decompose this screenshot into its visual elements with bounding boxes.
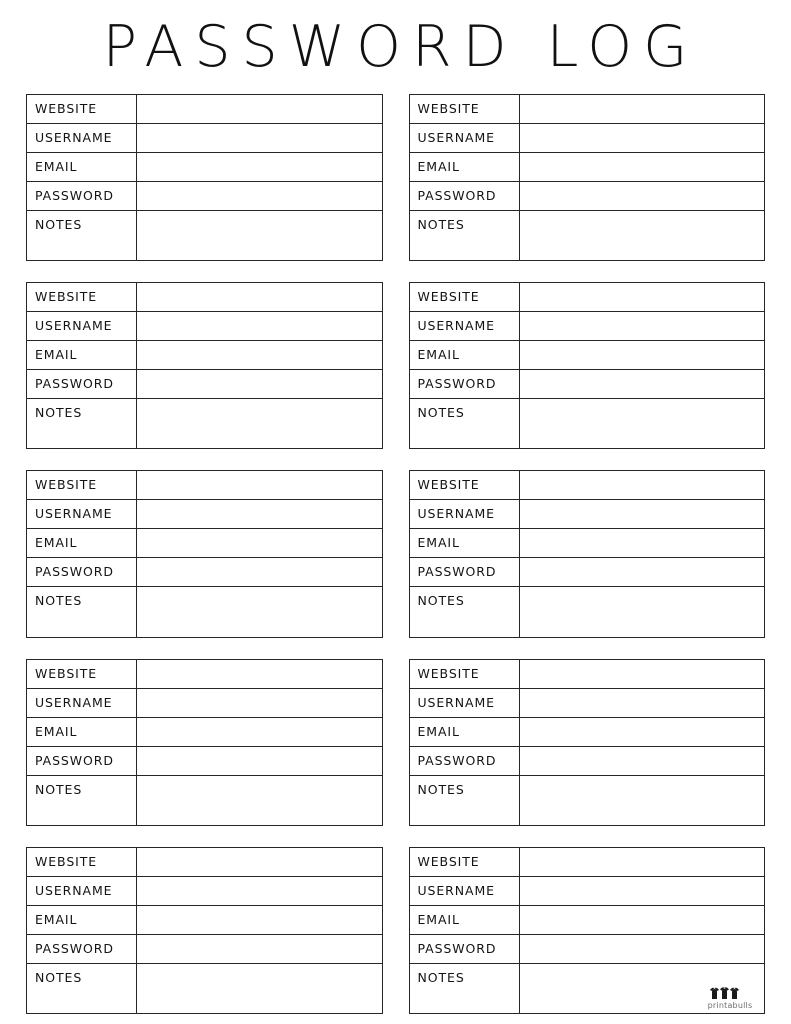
field-label-username: USERNAME [410,689,520,717]
field-value-password[interactable] [520,558,765,586]
field-value-website[interactable] [520,660,765,688]
field-row-password [27,935,382,964]
field-label-username: USERNAME [27,124,137,152]
field-value-email[interactable] [520,153,765,181]
password-entry-card [26,94,383,261]
field-row-password [410,935,765,964]
field-label-password: PASSWORD [410,747,520,775]
field-label-email: EMAIL [410,529,520,557]
field-row-email [410,718,765,747]
field-value-username[interactable] [520,500,765,528]
field-value-website[interactable] [137,471,382,499]
field-value-website[interactable] [520,848,765,876]
field-value-website[interactable] [520,283,765,311]
field-label-website: WEBSITE [27,660,137,688]
field-row-email [410,153,765,182]
field-value-email[interactable] [137,718,382,746]
password-entry-card [409,282,766,449]
field-row-username [410,124,765,153]
field-label-notes: NOTES [410,964,520,1013]
field-value-username[interactable] [520,689,765,717]
field-row-website [27,660,382,689]
field-value-notes[interactable] [137,776,382,825]
field-value-email[interactable] [137,906,382,934]
field-row-website [410,283,765,312]
field-value-notes[interactable] [137,399,382,448]
field-label-website: WEBSITE [410,95,520,123]
password-entry-card [26,282,383,449]
field-label-notes: NOTES [27,211,137,260]
field-value-website[interactable] [137,95,382,123]
field-row-password [27,558,382,587]
field-label-notes: NOTES [410,776,520,825]
password-entry-card [26,659,383,826]
field-value-password[interactable] [137,747,382,775]
field-value-email[interactable] [520,906,765,934]
field-row-website [27,471,382,500]
field-value-notes[interactable] [137,587,382,636]
field-row-website [410,471,765,500]
field-row-website [27,283,382,312]
field-row-username [410,689,765,718]
field-value-email[interactable] [520,529,765,557]
field-row-notes [27,211,382,260]
field-row-email [27,906,382,935]
field-label-email: EMAIL [27,906,137,934]
field-label-password: PASSWORD [410,935,520,963]
field-label-username: USERNAME [410,877,520,905]
entries-grid [26,94,765,1014]
field-value-notes[interactable] [520,964,765,1013]
field-value-password[interactable] [520,370,765,398]
field-row-password [410,747,765,776]
field-label-username: USERNAME [410,500,520,528]
field-value-username[interactable] [137,124,382,152]
field-value-notes[interactable] [520,399,765,448]
field-label-notes: NOTES [27,964,137,1013]
field-label-username: USERNAME [27,877,137,905]
field-label-email: EMAIL [410,906,520,934]
field-value-username[interactable] [137,689,382,717]
field-row-username [410,877,765,906]
field-row-username [27,500,382,529]
field-row-website [410,660,765,689]
field-label-email: EMAIL [410,153,520,181]
field-value-email[interactable] [137,529,382,557]
field-row-notes [410,211,765,260]
field-label-notes: NOTES [27,776,137,825]
field-label-email: EMAIL [27,341,137,369]
field-label-password: PASSWORD [410,370,520,398]
field-row-notes [27,964,382,1013]
field-value-password[interactable] [520,182,765,210]
field-row-notes [27,587,382,636]
field-label-username: USERNAME [410,312,520,340]
field-value-notes[interactable] [137,964,382,1013]
field-label-notes: NOTES [410,587,520,636]
field-label-notes: NOTES [27,399,137,448]
field-row-username [27,877,382,906]
field-row-email [27,529,382,558]
field-label-username: USERNAME [27,312,137,340]
field-value-password[interactable] [137,182,382,210]
password-entry-card [26,847,383,1014]
field-row-notes [410,964,765,1013]
field-value-email[interactable] [137,341,382,369]
field-row-username [410,312,765,341]
field-label-website: WEBSITE [27,471,137,499]
field-label-website: WEBSITE [410,471,520,499]
field-value-password[interactable] [520,935,765,963]
field-label-website: WEBSITE [27,848,137,876]
password-entry-card [409,659,766,826]
field-value-website[interactable] [137,283,382,311]
field-row-notes [27,399,382,448]
field-row-password [410,558,765,587]
field-row-email [410,341,765,370]
field-row-notes [410,399,765,448]
field-label-password: PASSWORD [27,935,137,963]
field-row-username [410,500,765,529]
field-value-password[interactable] [137,558,382,586]
field-value-username[interactable] [137,500,382,528]
field-value-notes[interactable] [137,211,382,260]
field-label-password: PASSWORD [27,558,137,586]
field-label-website: WEBSITE [410,283,520,311]
field-label-password: PASSWORD [27,370,137,398]
field-row-password [27,747,382,776]
field-row-username [27,124,382,153]
field-value-password[interactable] [137,370,382,398]
field-value-username[interactable] [520,877,765,905]
password-entry-card [26,470,383,637]
field-label-email: EMAIL [410,718,520,746]
field-row-website [27,95,382,124]
field-row-notes [410,776,765,825]
field-value-password[interactable] [520,747,765,775]
field-row-username [27,689,382,718]
field-label-email: EMAIL [410,341,520,369]
field-label-email: EMAIL [27,529,137,557]
field-row-website [27,848,382,877]
field-label-notes: NOTES [410,211,520,260]
brand-name: printabulls [707,1001,753,1010]
field-row-email [27,718,382,747]
field-value-notes[interactable] [520,776,765,825]
field-label-username: USERNAME [410,124,520,152]
field-label-website: WEBSITE [410,660,520,688]
field-row-email [410,529,765,558]
field-label-notes: NOTES [27,587,137,636]
field-label-website: WEBSITE [27,95,137,123]
field-row-password [27,182,382,211]
field-value-password[interactable] [137,935,382,963]
field-row-email [410,906,765,935]
field-row-password [410,182,765,211]
field-value-email[interactable] [137,153,382,181]
field-row-notes [27,776,382,825]
field-label-password: PASSWORD [27,182,137,210]
field-row-email [27,153,382,182]
field-label-website: WEBSITE [27,283,137,311]
field-row-password [410,370,765,399]
field-value-username[interactable] [137,312,382,340]
field-row-email [27,341,382,370]
field-value-email[interactable] [520,718,765,746]
field-label-email: EMAIL [27,718,137,746]
field-value-email[interactable] [520,341,765,369]
field-label-website: WEBSITE [410,848,520,876]
password-entry-card [409,94,766,261]
page-title: PASSWORD LOG [102,14,699,80]
field-row-username [27,312,382,341]
field-label-password: PASSWORD [410,558,520,586]
field-value-username[interactable] [520,312,765,340]
password-entry-card [409,470,766,637]
field-row-notes [410,587,765,636]
field-label-username: USERNAME [27,689,137,717]
field-label-notes: NOTES [410,399,520,448]
field-row-website [410,848,765,877]
field-label-username: USERNAME [27,500,137,528]
field-value-website[interactable] [137,848,382,876]
field-label-password: PASSWORD [27,747,137,775]
field-value-username[interactable] [520,124,765,152]
field-label-email: EMAIL [27,153,137,181]
field-value-website[interactable] [137,660,382,688]
field-value-website[interactable] [520,95,765,123]
field-label-password: PASSWORD [410,182,520,210]
field-value-notes[interactable] [520,211,765,260]
password-entry-card [409,847,766,1014]
field-row-website [410,95,765,124]
field-value-username[interactable] [137,877,382,905]
field-value-website[interactable] [520,471,765,499]
field-row-password [27,370,382,399]
field-value-notes[interactable] [520,587,765,636]
